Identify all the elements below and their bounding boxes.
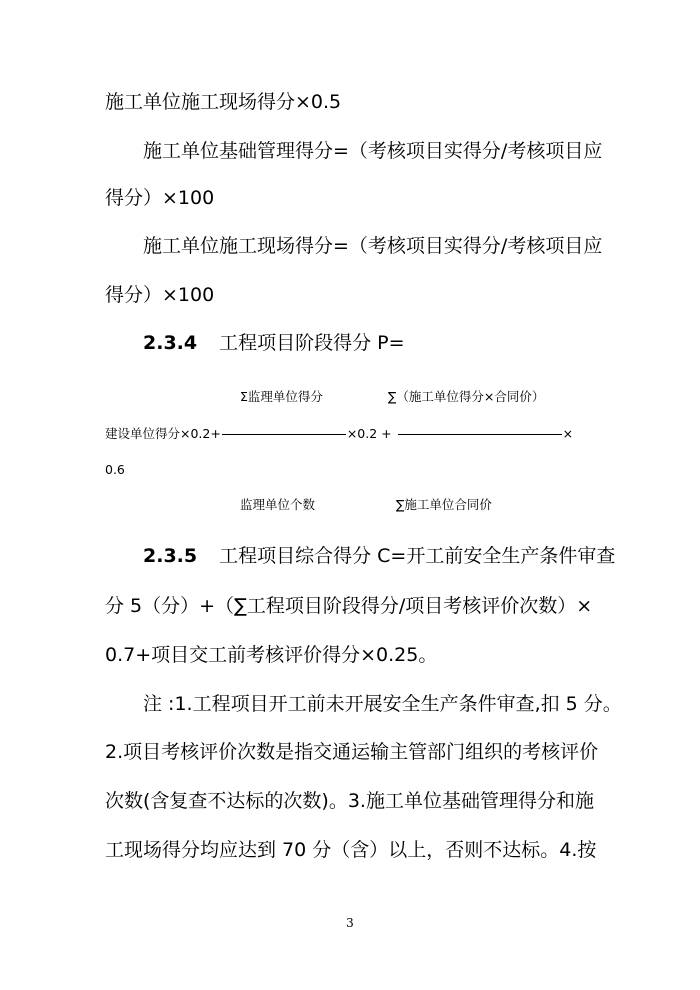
formula-denominator-construction: ∑施工单位合同价	[396, 497, 492, 512]
formula-denominator-supervision: 监理单位个数	[240, 497, 316, 512]
note-line: 2.项目考核评价次数是指交通运输主管部门组织的考核评价	[105, 741, 599, 763]
formula-line	[105, 426, 573, 442]
paragraph-line: 施工单位施工现场得分×0.5	[105, 91, 342, 113]
section-number: 2.3.4	[143, 332, 198, 354]
fraction-bar	[222, 434, 346, 435]
note-line: 注 :1.工程项目开工前未开展安全生产条件审查,扣 5 分。	[143, 693, 622, 715]
formula-part-c: ×	[562, 426, 574, 441]
page-number: 3	[346, 916, 354, 930]
section-title: 工程项目阶段得分 P=	[219, 332, 405, 354]
formula-numerator-supervision: Σ监理单位得分	[240, 389, 323, 404]
paragraph-line: 施工单位基础管理得分=（考核项目实得分/考核项目应	[143, 140, 603, 162]
note-line: 次数(含复查不达标的次数)。3.施工单位基础管理得分和施	[105, 790, 594, 812]
section-text: 工程项目综合得分 C=开工前安全生产条件审查	[219, 545, 616, 567]
paragraph-line: 分 5（分）+（∑工程项目阶段得分/项目考核评价次数）×	[105, 595, 593, 617]
paragraph-line: 0.7+项目交工前考核评价得分×0.25。	[105, 644, 438, 666]
section-heading-2-3-5	[143, 544, 615, 568]
section-number: 2.3.5	[143, 545, 198, 567]
note-line: 工现场得分均应达到 70 分（含）以上，否则不达标。4.按	[105, 839, 597, 861]
formula-part-b: ×0.2 +	[346, 426, 392, 441]
formula-trailing: 0.6	[105, 462, 125, 477]
paragraph-line: 得分）×100	[105, 187, 215, 209]
formula-part-a: 建设单位得分×0.2+	[105, 426, 221, 441]
fraction-bar	[398, 434, 562, 435]
section-heading-2-3-4	[143, 331, 405, 355]
paragraph-line: 得分）×100	[105, 284, 215, 306]
paragraph-line: 施工单位施工现场得分=（考核项目实得分/考核项目应	[143, 235, 603, 257]
formula-numerator-construction: ∑（施工单位得分×合同价）	[388, 389, 545, 404]
